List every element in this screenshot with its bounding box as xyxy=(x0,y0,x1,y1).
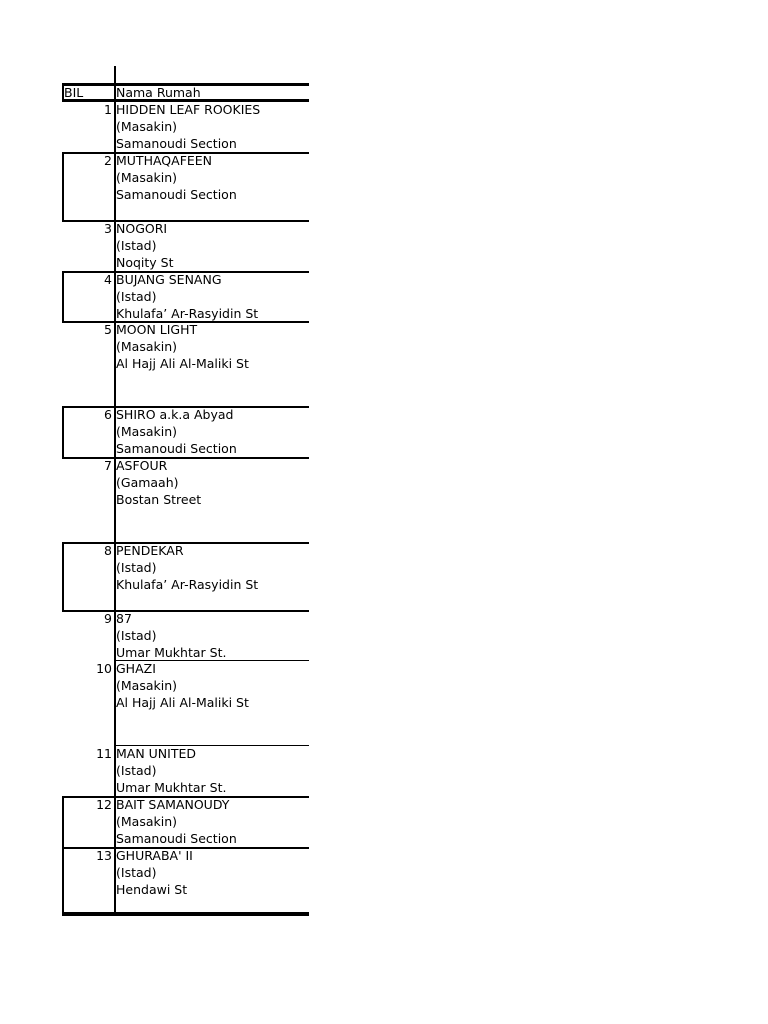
house-street: Umar Mukhtar St. xyxy=(116,780,227,795)
header-nama-rumah: Nama Rumah xyxy=(116,85,201,100)
house-name: MOON LIGHT xyxy=(116,322,198,337)
row-border xyxy=(114,610,309,611)
header-bil: BIL xyxy=(64,85,84,100)
house-name: ASFOUR xyxy=(116,458,168,473)
house-name: 87 xyxy=(116,611,132,626)
house-area: (Istad) xyxy=(116,238,157,253)
row-number: 7 xyxy=(104,458,112,473)
house-area: (Istad) xyxy=(116,560,157,575)
house-area: (Istad) xyxy=(116,289,157,304)
house-area: (Masakin) xyxy=(116,119,178,134)
house-name: PENDEKAR xyxy=(116,543,184,558)
house-area: (Masakin) xyxy=(116,339,178,354)
house-name: MUTHAQAFEEN xyxy=(116,153,213,168)
house-name: BUJANG SENANG xyxy=(116,272,222,287)
row-number: 11 xyxy=(96,746,112,761)
house-name: SHIRO a.k.a Abyad xyxy=(116,407,234,422)
row-number: 10 xyxy=(96,661,112,676)
house-area: (Gamaah) xyxy=(116,475,179,490)
house-street: Bostan Street xyxy=(116,492,202,507)
row-number: 4 xyxy=(104,272,112,287)
house-area: (Masakin) xyxy=(116,424,178,439)
row-number: 3 xyxy=(104,221,112,236)
row-number: 13 xyxy=(96,848,112,863)
house-area: (Masakin) xyxy=(116,170,178,185)
house-area: (Masakin) xyxy=(116,814,178,829)
house-street: Hendawi St xyxy=(116,882,188,897)
house-street: Khulafa’ Ar-Rasyidin St xyxy=(116,306,259,321)
house-name: GHURABA' II xyxy=(116,848,193,863)
row-bottom-border xyxy=(62,914,309,916)
row-number: 1 xyxy=(104,102,112,117)
house-name: NOGORI xyxy=(116,221,168,236)
house-area: (Istad) xyxy=(116,865,157,880)
row-number: 9 xyxy=(104,611,112,626)
house-street: Umar Mukhtar St. xyxy=(116,645,227,660)
house-street: Khulafa’ Ar-Rasyidin St xyxy=(116,577,259,592)
house-street: Samanoudi Section xyxy=(116,136,237,151)
house-area: (Istad) xyxy=(116,763,157,778)
house-area: (Istad) xyxy=(116,628,157,643)
house-street: Noqity St xyxy=(116,255,174,270)
row-number: 6 xyxy=(104,407,112,422)
house-area: (Masakin) xyxy=(116,678,178,693)
row-number: 8 xyxy=(104,543,112,558)
house-street: Al Hajj Ali Al-Maliki St xyxy=(116,695,249,710)
house-name: MAN UNITED xyxy=(116,746,197,761)
house-street: Samanoudi Section xyxy=(116,831,237,846)
house-street: Samanoudi Section xyxy=(116,187,237,202)
house-name: BAIT SAMANOUDY xyxy=(116,797,230,812)
house-name: HIDDEN LEAF ROOKIES xyxy=(116,102,261,117)
row-number: 12 xyxy=(96,797,112,812)
house-street: Al Hajj Ali Al-Maliki St xyxy=(116,356,249,371)
house-name: GHAZI xyxy=(116,661,156,676)
house-street: Samanoudi Section xyxy=(116,441,237,456)
table-bottom-border xyxy=(62,912,309,914)
row-number: 2 xyxy=(104,153,112,168)
row-number: 5 xyxy=(104,322,112,337)
